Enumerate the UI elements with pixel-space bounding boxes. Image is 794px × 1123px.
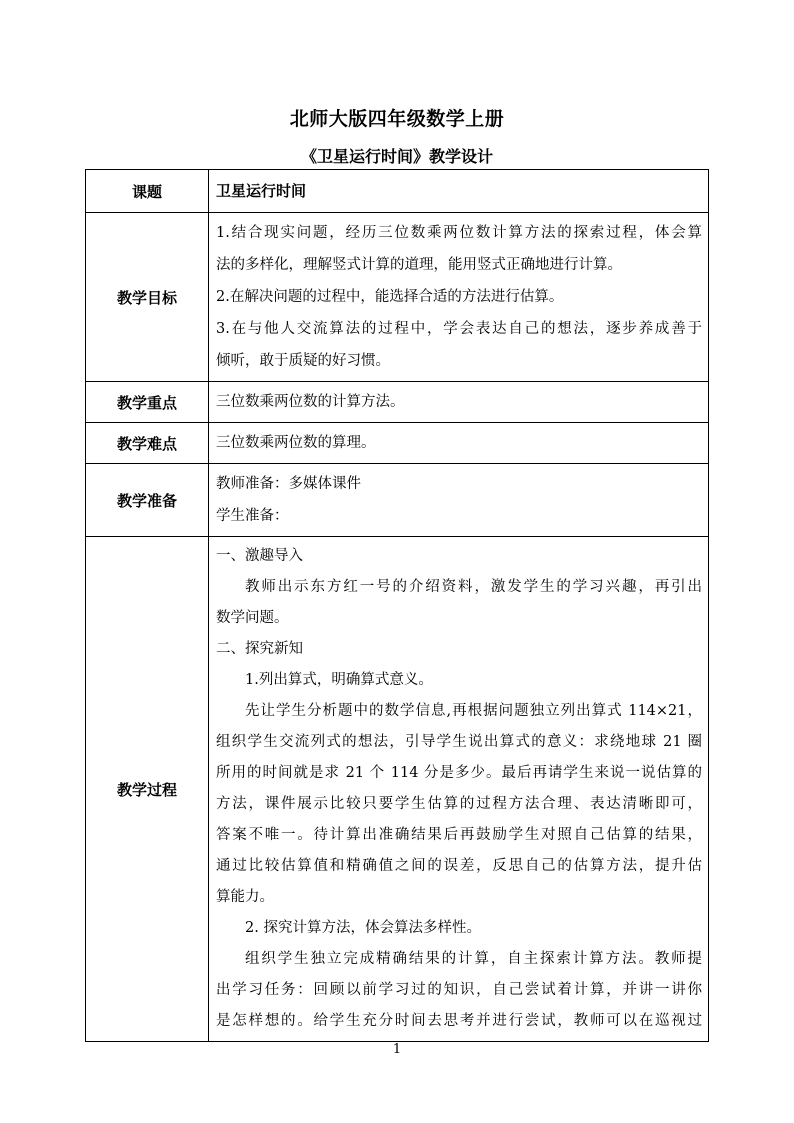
process-line: 答案不唯一。待计算出准确结果后再鼓励学生对照自己估算的结果，	[216, 827, 702, 843]
process-line: 二、探究新知	[216, 641, 303, 657]
process-line: 方法，课件展示比较只要学生估算的过程方法合理、表达清晰即可，	[216, 796, 702, 812]
process-line: 2. 探究计算方法，体会算法多样性。	[245, 920, 481, 936]
table-row-goals	[86, 213, 709, 382]
process-content	[209, 537, 709, 1042]
process-line: 组织学生独立完成精确结果的计算，自主探索计算方法。教师提	[245, 951, 702, 967]
process-line: 是怎样想的。给学生充分时间去思考并进行尝试，教师可以在巡视过	[216, 1013, 702, 1029]
process-line: 数学问题。	[216, 610, 289, 626]
preparation-line: 教师准备：多媒体课件	[216, 476, 361, 492]
process-line: 出学习任务：回顾以前学习过的知识，自己尝试着计算，并讲一讲你	[216, 982, 702, 998]
goals-content	[209, 213, 709, 382]
process-label: 教学过程	[86, 537, 209, 1042]
document-title: 北师大版四年级数学上册	[289, 108, 505, 130]
page-number: 1	[392, 1042, 402, 1057]
goals-line: 1.结合现实问题，经历三位数乘两位数计算方法的探索过程，体会算	[216, 225, 702, 241]
goals-line: 倾听，敢于质疑的好习惯。	[216, 353, 390, 369]
difficult-point-value: 三位数乘两位数的算理。	[209, 423, 709, 464]
process-line: 先让学生分析题中的数学信息,再根据问题独立列出算式 114×21，	[245, 703, 702, 719]
process-line: 教师出示东方红一号的介绍资料，激发学生的学习兴趣，再引出	[245, 579, 702, 595]
key-point-value: 三位数乘两位数的计算方法。	[209, 382, 709, 423]
process-line: 一、激趣导入	[216, 548, 303, 564]
document-subtitle: 《卫星运行时间》教学设计	[300, 147, 493, 166]
topic-label: 课题	[86, 170, 209, 213]
key-point-label: 教学重点	[86, 382, 209, 423]
table-row-preparation	[86, 464, 709, 537]
table-row-difficult-point	[86, 423, 709, 464]
table-row-topic	[86, 170, 709, 213]
preparation-content	[209, 464, 709, 537]
preparation-line: 学生准备：	[216, 508, 289, 524]
preparation-label: 教学准备	[86, 464, 209, 537]
process-line: 算能力。	[216, 889, 274, 905]
process-line: 组织学生交流列式的想法，引导学生说出算式的意义：求绕地球 21 圈	[216, 734, 702, 750]
table-row-key-point	[86, 382, 709, 423]
process-line: 所用的时间就是求 21 个 114 分是多少。最后再请学生来说一说估算的	[216, 765, 702, 781]
process-line: 通过比较估算值和精确值之间的误差，反思自己的估算方法，提升估	[216, 858, 702, 874]
process-line: 1.列出算式，明确算式意义。	[245, 672, 433, 688]
topic-value: 卫星运行时间	[209, 170, 709, 213]
goals-label: 教学目标	[86, 213, 209, 382]
goals-line: 法的多样化，理解竖式计算的道理，能用竖式正确地进行计算。	[216, 257, 622, 273]
goals-line: 3.在与他人交流算法的过程中，学会表达自己的想法，逐步养成善于	[216, 321, 702, 337]
lesson-plan-table	[85, 169, 709, 1042]
table-row-process	[86, 537, 709, 1042]
difficult-point-label: 教学难点	[86, 423, 209, 464]
goals-line: 2.在解决问题的过程中，能选择合适的方法进行估算。	[216, 289, 564, 305]
